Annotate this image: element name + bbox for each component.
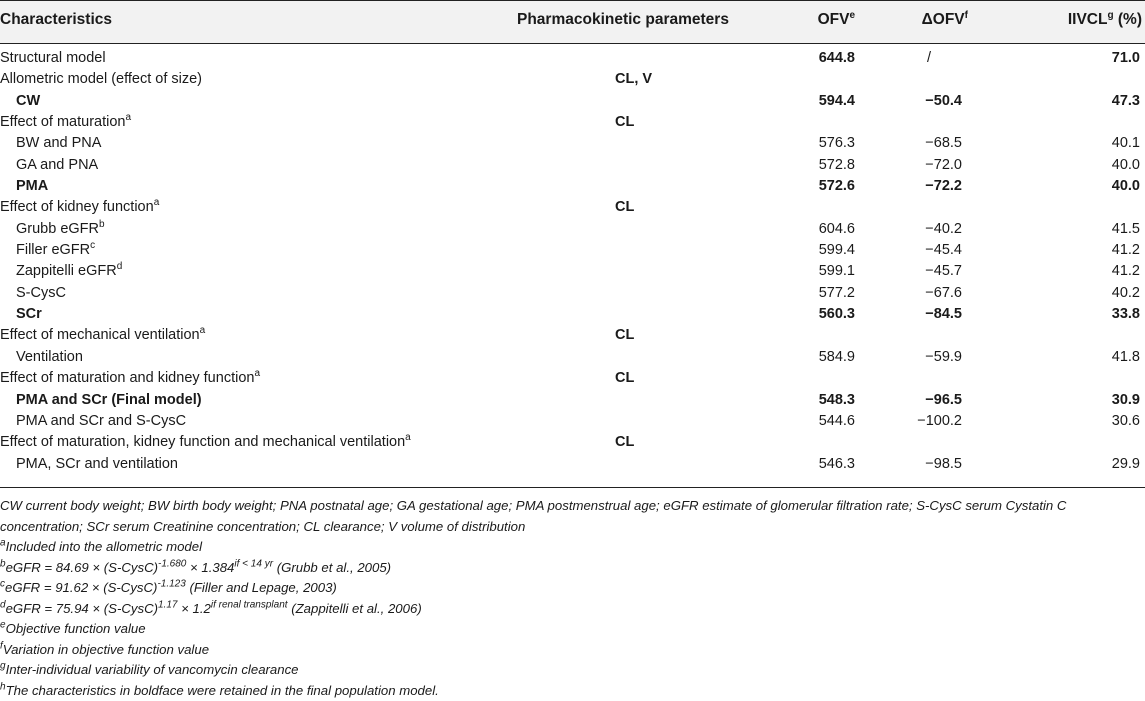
row-delta-ofv: −68.5	[925, 135, 962, 151]
row-iivcl: 40.0	[1112, 178, 1140, 194]
table-row	[0, 219, 1145, 240]
table-row	[0, 133, 1145, 154]
row-pk-parameters: CL	[615, 199, 634, 215]
table-row	[0, 176, 1145, 197]
row-delta-ofv: −40.2	[925, 221, 962, 237]
row-characteristic: PMA and SCr and S-CysC	[16, 413, 186, 429]
table-row	[0, 432, 1145, 453]
row-characteristic: SCr	[16, 306, 42, 322]
row-characteristic: Ventilation	[16, 349, 83, 365]
row-delta-ofv: −96.5	[925, 392, 962, 408]
row-ofv: 544.6	[819, 413, 855, 429]
row-ofv: 584.9	[819, 349, 855, 365]
footnote-d: $^d$eGFR = 75.94 × (S-CysC)$^{1.17}$ × $1.2^{if renal transplant}$ (Zappitelli et al., 2006)	[0, 599, 1145, 620]
row-delta-ofv: −45.4	[925, 242, 962, 258]
row-delta-ofv: −67.6	[925, 285, 962, 301]
row-delta-ofv: −59.9	[925, 349, 962, 365]
row-characteristic: GA and PNA	[16, 157, 98, 173]
row-ofv: 644.8	[819, 50, 855, 66]
row-ofv: 572.6	[819, 178, 855, 194]
row-iivcl: 40.2	[1112, 285, 1140, 301]
row-delta-ofv: −72.2	[925, 178, 962, 194]
row-iivcl: 71.0	[1112, 50, 1140, 66]
row-pk-parameters: CL	[615, 370, 634, 386]
row-ofv: 576.3	[819, 135, 855, 151]
col-ofv: OFV$^e$	[818, 11, 855, 29]
table-row	[0, 283, 1145, 304]
table-row	[0, 91, 1145, 112]
row-iivcl: 40.0	[1112, 157, 1140, 173]
row-ofv: 599.1	[819, 263, 855, 279]
col-iivcl: IIVCL$^g$ (%)	[1068, 11, 1142, 29]
table-footnotes	[0, 496, 1145, 701]
row-iivcl: 41.2	[1112, 263, 1140, 279]
row-ofv: 577.2	[819, 285, 855, 301]
row-iivcl: 40.1	[1112, 135, 1140, 151]
row-ofv: 599.4	[819, 242, 855, 258]
row-ofv: 572.8	[819, 157, 855, 173]
row-characteristic: Effect of maturation and kidney function$^a$	[0, 370, 260, 386]
row-delta-ofv: /	[927, 50, 931, 66]
footnote-f: $^f$Variation in objective function value	[0, 640, 1145, 661]
row-ofv: 604.6	[819, 221, 855, 237]
row-characteristic: PMA	[16, 178, 48, 194]
row-characteristic: PMA and SCr (Final model)	[16, 392, 202, 408]
row-characteristic: CW	[16, 93, 40, 109]
footnote-e: $^e$Objective function value	[0, 619, 1145, 640]
row-characteristic: Grubb eGFR$^b$	[16, 221, 105, 237]
row-iivcl: 41.8	[1112, 349, 1140, 365]
row-characteristic: Effect of mechanical ventilation$^a$	[0, 327, 205, 343]
row-characteristic: S-CysC	[16, 285, 66, 301]
row-iivcl: 41.2	[1112, 242, 1140, 258]
row-characteristic: Effect of maturation, kidney function and mechanical ventilation$^a$	[0, 434, 411, 450]
row-characteristic: Allometric model (effect of size)	[0, 71, 202, 87]
row-iivcl: 47.3	[1112, 93, 1140, 109]
table-row	[0, 155, 1145, 176]
row-iivcl: 33.8	[1112, 306, 1140, 322]
row-iivcl: 41.5	[1112, 221, 1140, 237]
row-pk-parameters: CL	[615, 434, 634, 450]
footnote-abbreviations: CW current body weight; BW birth body weight; PNA postnatal age; GA gestational age; PMA postmenstrual age; eGFR estimate of glomerular filtration rate; S-CysC serum Cystatin C concentration; SCr serum Creatinine concentration; CL clearance; V volume of distribution	[0, 496, 1140, 537]
row-ofv: 560.3	[819, 306, 855, 322]
table-row	[0, 197, 1145, 218]
table-row	[0, 454, 1145, 475]
row-characteristic: Structural model	[0, 50, 106, 66]
table-row	[0, 48, 1145, 69]
table-row	[0, 240, 1145, 261]
row-characteristic: Zappitelli eGFR$^d$	[16, 263, 122, 279]
row-iivcl: 30.6	[1112, 413, 1140, 429]
col-delta-ofv: ΔOFV$^f$	[922, 11, 968, 29]
footnote-h: $^h$The characteristics in boldface were retained in the final population model.	[0, 681, 1145, 701]
table-row	[0, 325, 1145, 346]
table-row	[0, 368, 1145, 389]
row-pk-parameters: CL	[615, 114, 634, 130]
row-pk-parameters: CL, V	[615, 71, 652, 87]
table-bottom-rule	[0, 487, 1145, 488]
row-iivcl: 29.9	[1112, 456, 1140, 472]
row-iivcl: 30.9	[1112, 392, 1140, 408]
row-characteristic: Effect of kidney function$^a$	[0, 199, 159, 215]
footnote-g: $^g$Inter-individual variability of vancomycin clearance	[0, 660, 1145, 681]
table-row	[0, 69, 1145, 90]
table-row	[0, 112, 1145, 133]
row-delta-ofv: −100.2	[917, 413, 962, 429]
row-pk-parameters: CL	[615, 327, 634, 343]
row-characteristic: Filler eGFR$^c$	[16, 242, 95, 258]
row-delta-ofv: −98.5	[925, 456, 962, 472]
row-ofv: 548.3	[819, 392, 855, 408]
row-characteristic: BW and PNA	[16, 135, 101, 151]
row-delta-ofv: −45.7	[925, 263, 962, 279]
col-characteristics: Characteristics	[0, 11, 112, 29]
table-row	[0, 304, 1145, 325]
row-ofv: 594.4	[819, 93, 855, 109]
row-ofv: 546.3	[819, 456, 855, 472]
row-delta-ofv: −72.0	[925, 157, 962, 173]
table-row	[0, 390, 1145, 411]
row-characteristic: Effect of maturation$^a$	[0, 114, 131, 130]
table-header	[0, 0, 1145, 44]
table-row	[0, 261, 1145, 282]
row-delta-ofv: −50.4	[925, 93, 962, 109]
row-characteristic: PMA, SCr and ventilation	[16, 456, 178, 472]
footnote-c: $^c$eGFR = 91.62 × (S-CysC)$^{-1.123}$ (Filler and Lepage, 2003)	[0, 578, 1145, 599]
footnote-a: $^a$Included into the allometric model	[0, 537, 1145, 558]
table-body	[0, 48, 1145, 475]
col-pk-parameters: Pharmacokinetic parameters	[517, 11, 729, 29]
footnote-b: $^b$eGFR = 84.69 × (S-CysC)$^{-1.680}$ × $1.384^{if < 14 yr}$ (Grubb et al., 2005)	[0, 558, 1145, 579]
row-delta-ofv: −84.5	[925, 306, 962, 322]
table-row	[0, 347, 1145, 368]
table-row	[0, 411, 1145, 432]
